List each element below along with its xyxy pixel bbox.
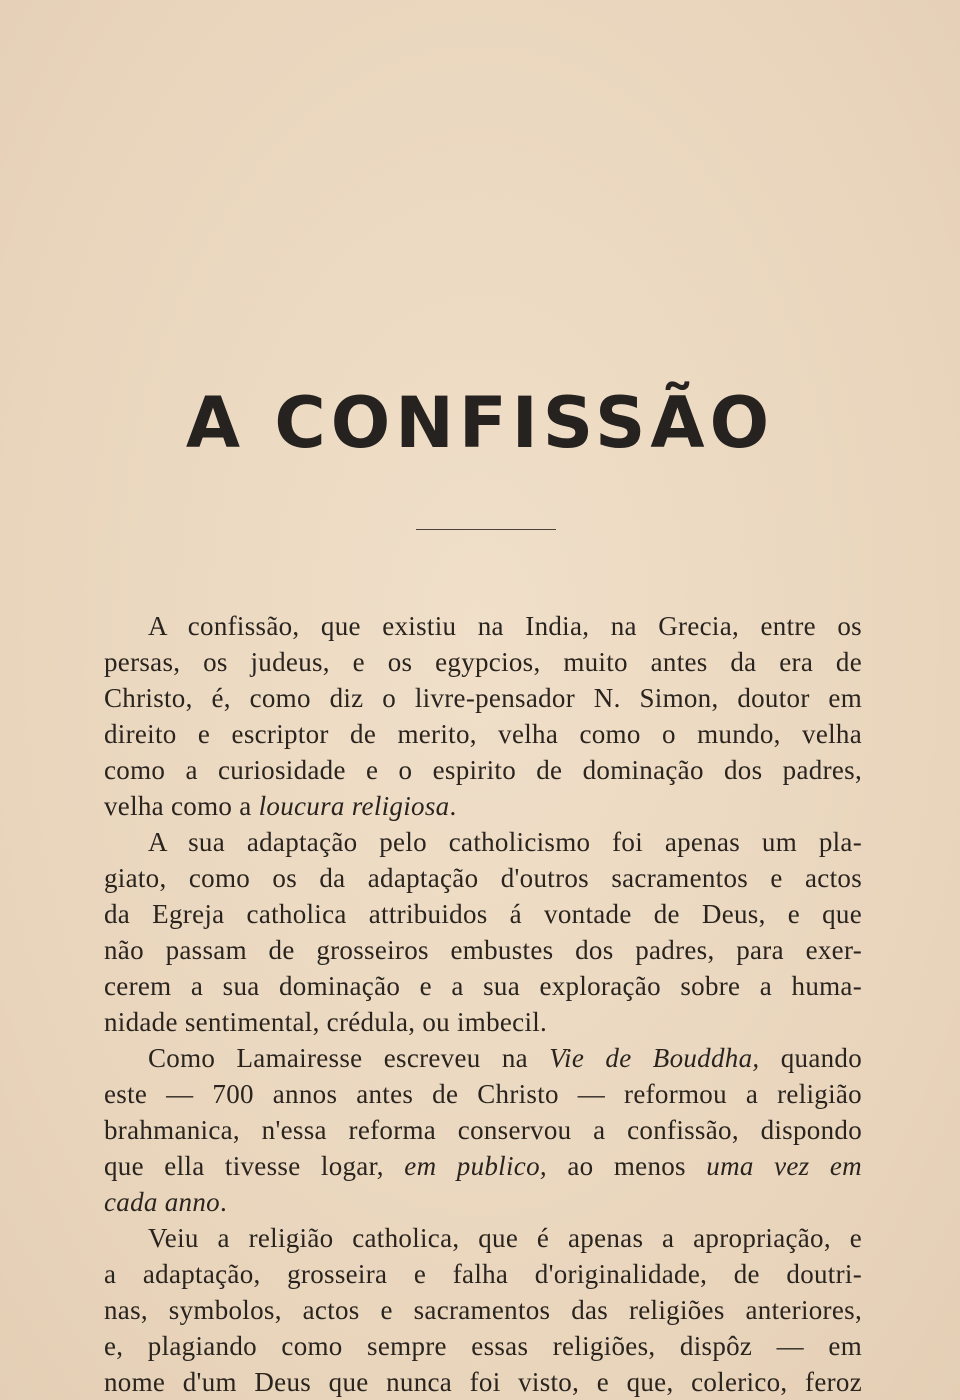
italic-phrase: loucura religiosa <box>258 791 450 821</box>
text-line: nas, symbolos, actos e sacramentos das religiões anteriores, <box>104 1295 862 1325</box>
paragraph-4 <box>104 1220 862 1400</box>
text-line: e, plagiando como sempre essas religiões, dispôz — em <box>104 1331 862 1361</box>
paragraph-1 <box>104 608 862 824</box>
text-line: persas, os judeus, e os egypcios, muito antes da era de <box>104 647 862 677</box>
text-line: Veiu a religião catholica, que é apenas a apropriação, e <box>148 1223 862 1253</box>
text-line: nidade sentimental, crédula, ou imbecil. <box>104 1007 548 1037</box>
text-line: A sua adaptação pelo catholicismo foi apenas um pla- <box>148 827 862 857</box>
text-line: que ella tivesse logar, em publico, ao menos uma vez em <box>104 1151 862 1181</box>
text-line: como a curiosidade e o espirito de dominação dos padres, <box>104 755 862 785</box>
text-line: A confissão, que existiu na India, na Grecia, entre os <box>148 611 862 641</box>
italic-phrase: em publico, <box>404 1151 547 1181</box>
body-text <box>104 608 862 1400</box>
text-line: nome d'um Deus que nunca foi visto, e que, colerico, feroz <box>104 1367 862 1397</box>
text-line: giato, como os da adaptação d'outros sacramentos e actos <box>104 863 862 893</box>
text-line: brahmanica, n'essa reforma conservou a confissão, dispondo <box>104 1115 862 1145</box>
text-line: Christo, é, como diz o livre-pensador N. Simon, doutor em <box>104 683 862 713</box>
text-line: não passam de grosseiros embustes dos padres, para exer- <box>104 935 862 965</box>
italic-phrase: Vie de Bouddha, <box>549 1043 760 1073</box>
text-line: cada anno. <box>104 1187 227 1217</box>
chapter-title: A CONFISSÃO <box>185 382 775 464</box>
text-line: cerem a sua dominação e a sua exploração sobre a huma- <box>104 971 862 1001</box>
text-line: da Egreja catholica attribuidos á vontade de Deus, e que <box>104 899 862 929</box>
text-line: Como Lamairesse escreveu na Vie de Bouddha, quando <box>148 1043 862 1073</box>
italic-phrase: uma vez em <box>706 1151 862 1181</box>
text-line: velha como a loucura religiosa. <box>104 791 457 821</box>
text-line: direito e escriptor de merito, velha como o mundo, velha <box>104 719 862 749</box>
text-line: a adaptação, grosseira e falha d'originalidade, de doutri- <box>104 1259 862 1289</box>
title-divider <box>416 529 556 530</box>
text-line: este — 700 annos antes de Christo — reformou a religião <box>104 1079 862 1109</box>
paragraph-3 <box>104 1040 862 1220</box>
paragraph-2 <box>104 824 862 1040</box>
italic-phrase: cada anno <box>104 1187 220 1217</box>
